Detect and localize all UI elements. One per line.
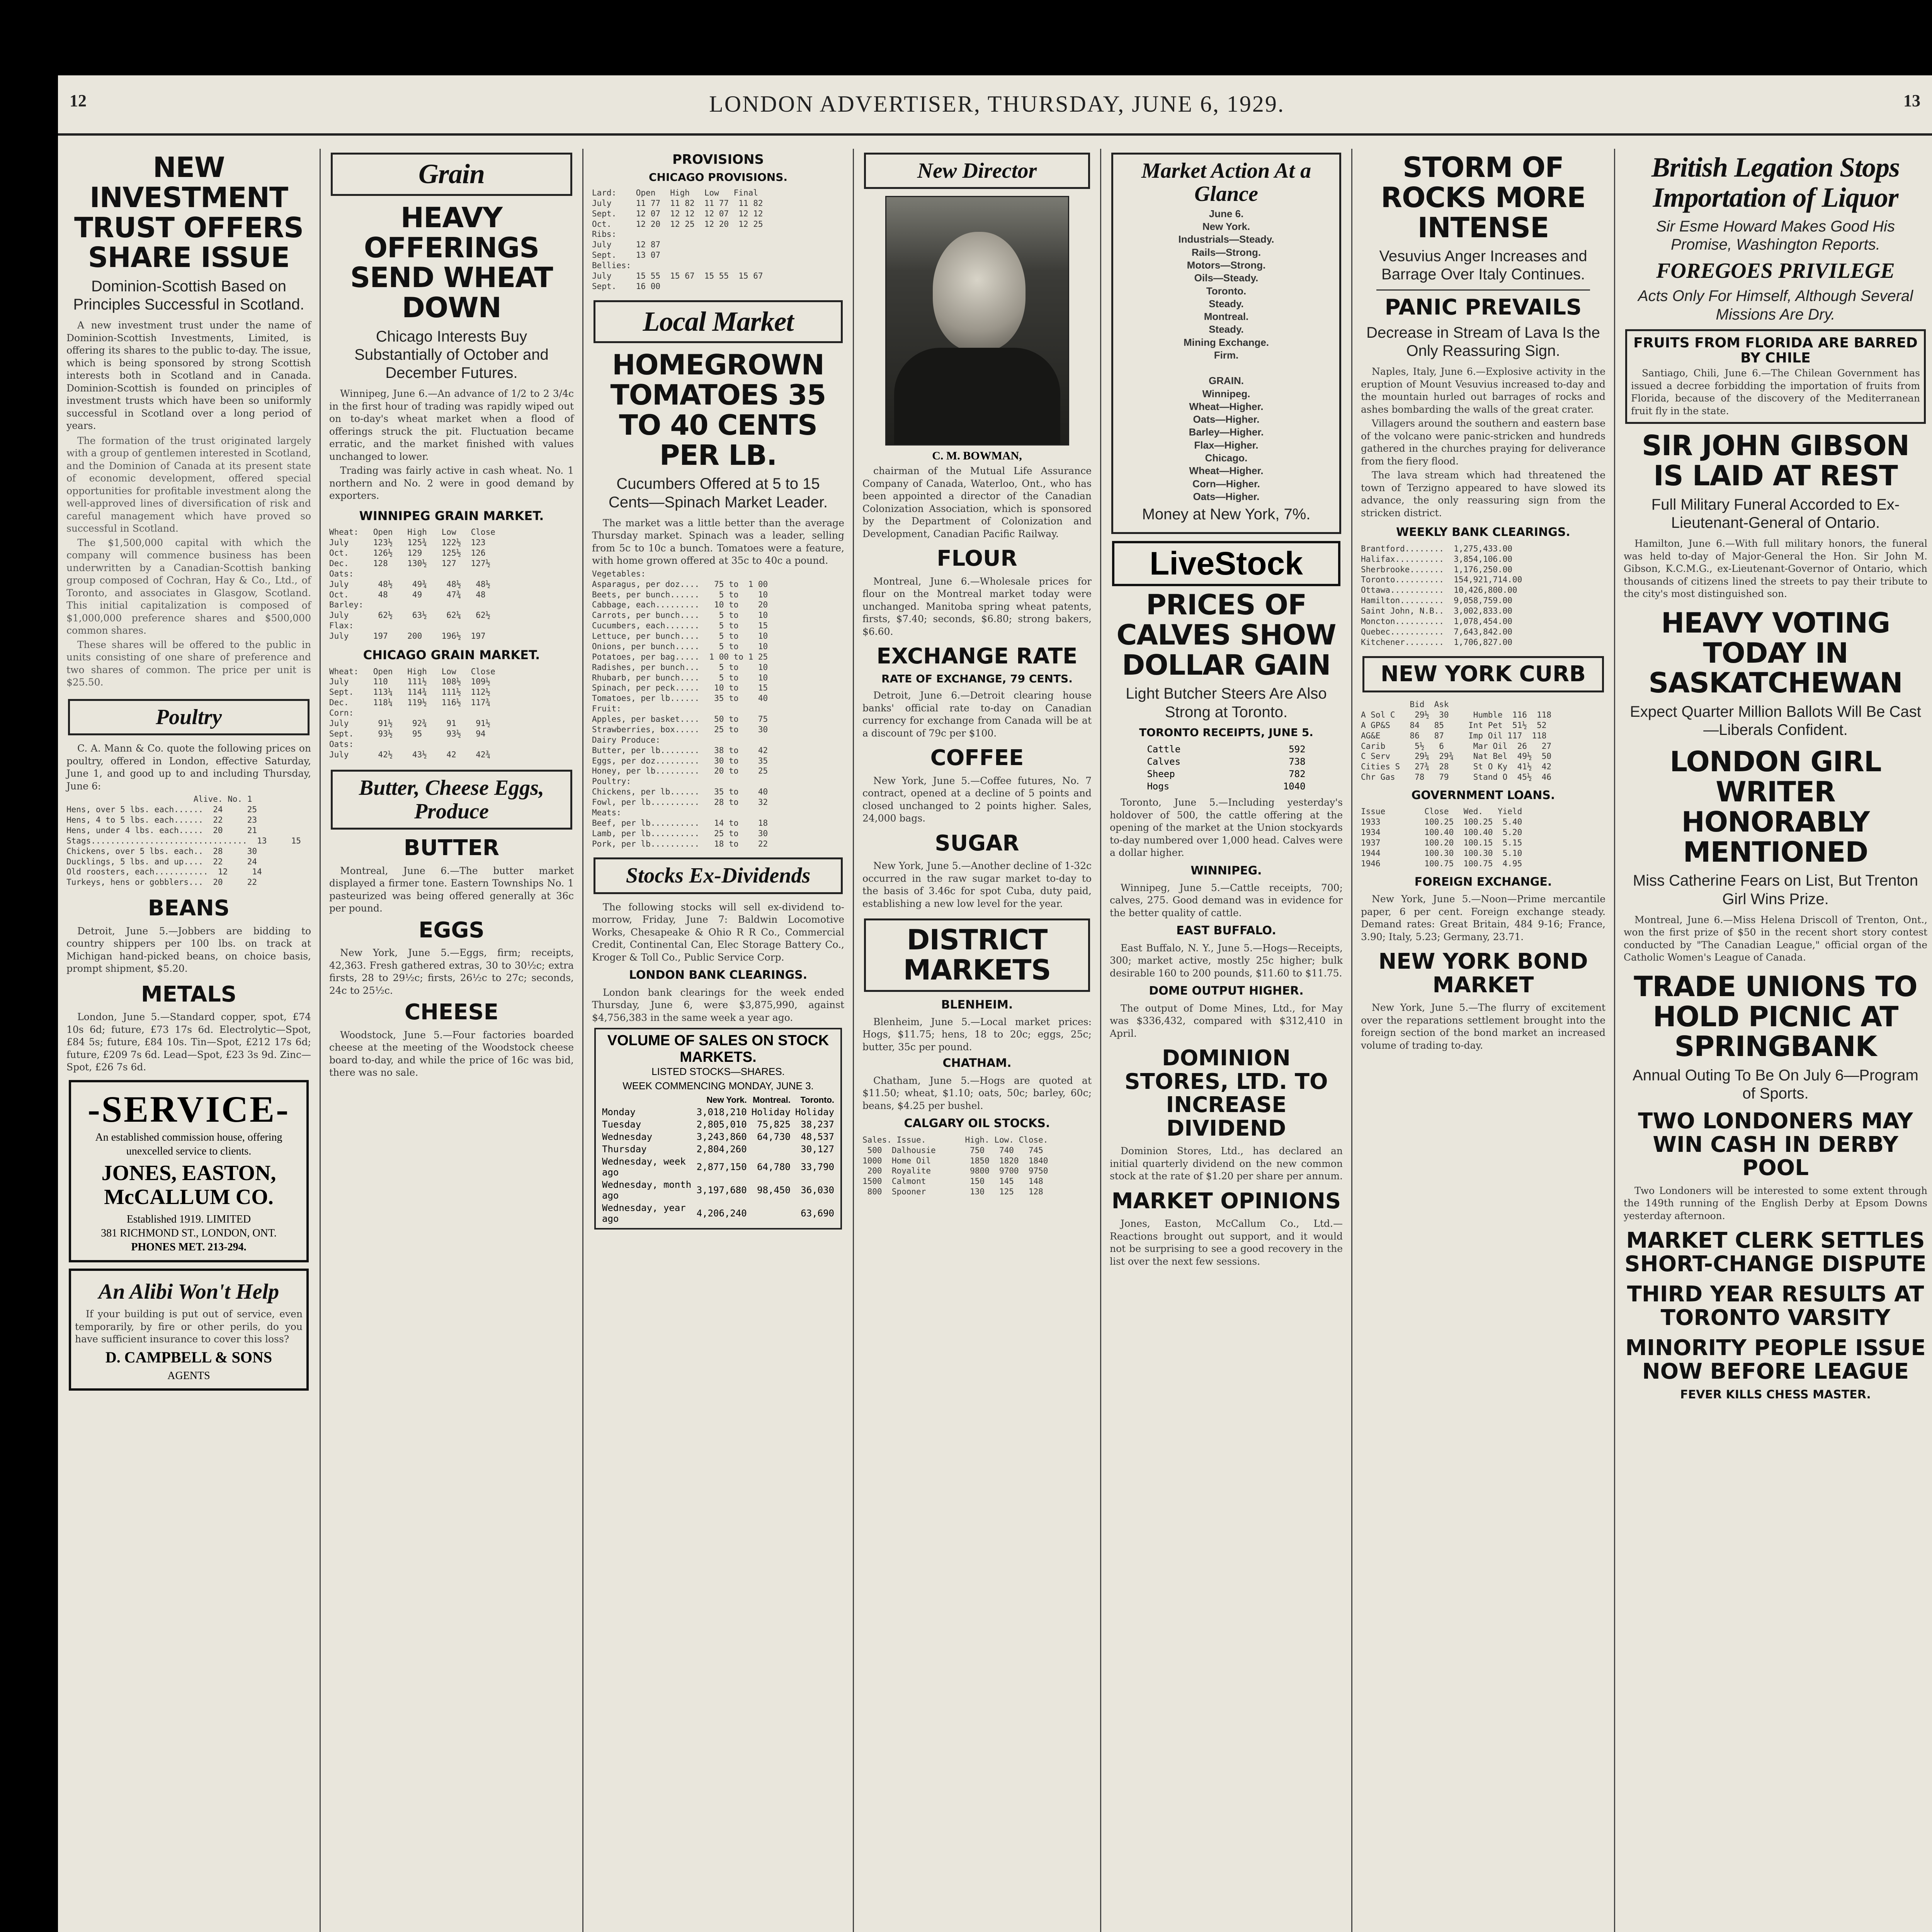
volume-cell: 30,127 (801, 1144, 834, 1155)
government-loans-headline: GOVERNMENT LOANS. (1411, 789, 1555, 803)
column-2 (321, 149, 583, 1932)
volume-cell: 2,805,010 (696, 1119, 747, 1130)
beans-body: Detroit, June 5.—Jobbers are bidding to country shippers per 100 lbs. on track at Michigan hand-picked beans, on choice basis, prompt shipment, $5.20. (66, 925, 311, 975)
calgary-oil-headline: CALGARY OIL STOCKS. (904, 1117, 1050, 1131)
column-5 (1101, 149, 1352, 1932)
unions-deck: Annual Outing To Be On July 6—Program of Sports. (1633, 1067, 1918, 1102)
grain-body: Winnipeg, June 6.—An advance of 1/2 to 2 3/4c in the first hour of trading was rapidly wiped out on to-day's wheat market when a flood of offerings struck the pit. Fluctuation became erratic, and the market finished with values unchanged to lower. Trading was fairly active in cash wheat. No. 1 northern and No. 2 were in good demand by exporters. (329, 388, 574, 502)
column-7 (1615, 149, 1932, 1932)
alibi-body: If your building is put out of service, even temporarily, by fire or other perils, do you have sufficient insurance to cover this loss? (75, 1308, 303, 1345)
metals-body: London, June 5.—Standard copper, spot, £74 10s 6d; future, £73 17s 6d. Electrolytic—Spot, £84 5s; future, £84 10s. Tin—Spot, £212 17s 6d; future, £209 7s 6d. Lead—Spot, £23 3s 9d. Zinc—Spot, £26 7s 6d. (66, 1011, 311, 1073)
grain-deck: Chicago Interests Buy Substantially of October and December Futures. (354, 328, 549, 382)
receipt-value: 738 (1289, 756, 1306, 767)
minority-headline: MINORITY PEOPLE ISSUE NOW BEFORE LEAGUE (1625, 1335, 1926, 1384)
fruits-headline: FRUITS FROM FLORIDA ARE BARRED BY CHILE (1633, 335, 1918, 366)
volume-cell: 38,237 (801, 1119, 834, 1130)
volume-cell (749, 1143, 793, 1155)
volume-cell: 63,690 (801, 1208, 834, 1219)
winnipeg-grain-table: Wheat: Open High Low Close July 123½ 125¾ 122½ 123 Oct. 126½ 129 125½ 126 Dec. 128 130½ 127 127½ Oats: July 48½ 49¾ 48½ 48½ Oct. 48 49 47¾ 48 Barley: July 62½ 63½ 62¼ 62½ Flax: July 197 200 196½ 197 (329, 527, 495, 641)
column-6 (1352, 149, 1615, 1932)
volume-cell: 33,790 (801, 1162, 834, 1173)
calves-headline: PRICES OF CALVES SHOW DOLLAR GAIN (1116, 588, 1336, 681)
provisions-table: Lard: Open High Low Final July 11 77 11 82 11 77 11 82 Sept. 12 07 12 12 12 07 12 12 Oct. 12 20 12 25 12 20 12 25 Ribs: July 12 87 Sept. 13 07 Bellies: July 15 55 15 67 15 55 15 67 Sept. 16 00 (592, 188, 763, 291)
writer-headline: LONDON GIRL WRITER HONORABLY MENTIONED (1670, 745, 1881, 868)
campbell-ad (69, 1269, 309, 1391)
provisions-headline: PROVISIONS (672, 152, 764, 167)
table-row (1145, 743, 1308, 755)
varsity-headline: THIRD YEAR RESULTS AT TORONTO VARSITY (1627, 1282, 1924, 1330)
unions-headline: TRADE UNIONS TO HOLD PICNIC AT SPRINGBANK (1634, 970, 1917, 1063)
volume-cell: 64,730 (757, 1131, 791, 1143)
table-row (600, 1106, 837, 1118)
volume-col-header: New York. (706, 1095, 747, 1105)
tomato-deck: Cucumbers Offered at 5 to 15 Cents—Spinach Market Leader. (609, 475, 828, 511)
butter-label: Butter, Cheese Eggs, Produce (359, 776, 544, 823)
local-market-label: Local Market (643, 306, 794, 337)
fruits-body: Santiago, Chili, June 6.—The Chilean Government has issued a decree forbidding the importation of fruits from Florida, because of the discovery of the Mediterranean fruit fly in the state. (1631, 367, 1920, 417)
director-caption (862, 465, 1092, 540)
table-row (600, 1179, 837, 1202)
volume-cell: 98,450 (757, 1185, 791, 1196)
chatham-body: Chatham, June 5.—Hogs are quoted at $11.50; wheat, $1.10; oats, 50c; barley, 60c; beans, $4.25 per bushel. (862, 1075, 1092, 1111)
stocks-ex-dividends-body: The following stocks will sell ex-dividend to-morrow, Friday, June 7: Baldwin Locomotive Works, Chesapeake & Ohio R R Co., Commercial Credit, Continental Can, Elec Storage Battery Co., Kroger & Toll Co., Public Service Corp. (592, 901, 844, 963)
masthead-title: LONDON ADVERTISER, THURSDAY, JUNE 6, 1929. (709, 91, 1285, 117)
rocks-text: Naples, Italy, June 6.—Explosive activity in the eruption of Mount Vesuvius increased to-day and the mountain hurled out barrages of rocks and ashes bombarding the walls of the great crater. (1361, 366, 1605, 415)
portrait-suit (894, 348, 1060, 444)
flour-body: Montreal, June 6.—Wholesale prices for flour on the Montreal market today were unchanged. Manitoba spring wheat patents, firsts, $7.40; seconds, $6.80; strong bakers, $6.60. (862, 575, 1092, 637)
volume-cell: Wednesday, month ago (602, 1179, 692, 1201)
dominion-stores-body: Dominion Stores, Ltd., has declared an initial quarterly dividend on the new common stock at the rate of $1.20 per share per annum. (1110, 1145, 1343, 1182)
winnipeg-livestock-body: Winnipeg, June 5.—Cattle receipts, 700; calves, 275. Good demand was in evidence for the better quality of cattle. (1110, 882, 1343, 918)
stocks-ex-dividends-label: Stocks Ex-Dividends (626, 864, 811, 888)
weekly-clearings-headline: WEEKLY BANK CLEARINGS. (1396, 526, 1570, 539)
newspaper-page (58, 75, 1932, 1932)
volume-cell: Holiday (751, 1107, 791, 1118)
sugar-headline: SUGAR (935, 830, 1019, 856)
page-number-left: 12 (70, 91, 87, 110)
table-row (600, 1155, 837, 1179)
table-row (1145, 755, 1308, 768)
volume-cell: Wednesday, week ago (602, 1156, 686, 1178)
campbell-name: D. CAMPBELL & SONS (105, 1348, 272, 1366)
ad-service-title: -SERVICE- (87, 1088, 290, 1130)
eggs-headline: EGGS (418, 917, 485, 943)
gibson-headline: SIR JOHN GIBSON IS LAID AT REST (1642, 429, 1909, 492)
metals-headline: METALS (141, 981, 237, 1007)
ad-firm-name: JONES, EASTON, McCALLUM CO. (101, 1161, 276, 1209)
writer-body: Montreal, June 6.—Miss Helena Driscoll of Trenton, Ont., won the first prize of $50 in the recent short story contest conducted by "The Canadian League," official organ of the Catholic Women's League of Canada. (1624, 914, 1927, 963)
director-portrait (885, 196, 1069, 446)
grain-banner (331, 153, 572, 196)
dominion-stores-headline: DOMINION STORES, LTD. TO INCREASE DIVIDEND (1124, 1046, 1328, 1141)
market-opinions-body: Jones, Easton, McCallum Co., Ltd.—Reactions brought out support, and it would not be surprising to see a good recovery in the list over the next few sessions. (1110, 1218, 1343, 1267)
jones-easton-ad (69, 1080, 309, 1262)
volume-cell: 3,018,210 (696, 1107, 747, 1118)
investment-trust-filler: The formation of the trust originated largely with a group of gentlemen interested in Scotland, and the Dominion of Canada at its present state of economic development, offered special opportunities for profitable investment along the well-approved lines of diversification of risk and careful management which have proved so successful in Scotland. The $1,500,000 capital with which the company will commence business has been underwritten by a Canadian-Scottish banking group composed of Cochran, Hay & Co., Ltd., of Toronto, and associates in Glasgow, Scotland. This initial capitalization is composed of $1,000,000 preference shares and $500,000 common shares. These shares will be offered to the public in units consisting of one share of preference and two shares of common. The price per unit is $25.50. (66, 435, 311, 688)
cheese-headline: CHEESE (404, 1000, 499, 1025)
butter-body (329, 865, 574, 915)
calves-body: Toronto, June 5.—Including yesterday's holdover of 500, the cattle offering at the opening of the market at the Union stockyards to-day numbered over 1,000 head. Calves were a dollar higher. (1110, 797, 1343, 859)
buffalo-body: East Buffalo, N. Y., June 5.—Hogs—Receipts, 300; market active, mostly 25c higher; bulk desirable 160 to 200 pounds, $11.60 to $11.75. (1110, 942, 1343, 979)
director-caption-text: chairman of the Mutual Life Assurance Company of Canada, Waterloo, Ont., who has been appointed a director of the Canadian Colonization Association, which is sponsored by the Department of Colonization and Development, Canadian Pacific Railway. (862, 465, 1092, 539)
receipt-label: Sheep (1147, 769, 1175, 780)
butter-text: Montreal, June 6.—The butter market displayed a firmer tone. Eastern Townships No. 1 pasteurized was being offered generally at 36c per pound. (329, 865, 574, 914)
grain-label: Grain (418, 158, 485, 189)
poultry-body (66, 742, 311, 793)
ad-tagline: An established commission house, offering unexcelled service to clients. (95, 1131, 282, 1158)
table-row (1145, 780, 1308, 793)
eggs-body: New York, June 5.—Eggs, firm; receipts, 42,363. Fresh gathered extras, 30 to 30½c; extra firsts, 28 to 29½c; firsts, 26½c to 27c; seconds, 24c to 25½c. (329, 947, 574, 996)
butter-banner (331, 770, 572, 830)
chicago-grain-headline: CHICAGO GRAIN MARKET. (363, 647, 540, 662)
district-markets-headline: DISTRICT MARKETS (903, 923, 1051, 986)
flour-headline: FLOUR (937, 546, 1017, 571)
calgary-oil-table: Sales. Issue. High. Low. Close. 500 Dalhousie 750 740 745 1000 Home Oil 1850 1820 1840 200 Royalite 9800 9700 9750 1500 Calmont 150 145 148 800 Spooner 130 125 128 (862, 1135, 1048, 1197)
derby-headline: TWO LONDONERS MAY WIN CASH IN DERBY POOL (1638, 1109, 1913, 1181)
volume-cell: 75,825 (757, 1119, 791, 1130)
tomato-body (592, 517, 844, 567)
table-row (600, 1202, 837, 1225)
investment-trust-body (66, 319, 311, 432)
page-number-right: 13 (1903, 91, 1920, 110)
coffee-body: New York, June 5.—Coffee futures, No. 7 contract, opened at a decline of 5 points and closed unchanged to 2 points higher. Sales, 24,000 bags. (862, 775, 1092, 824)
livestock-banner: LiveStock (1112, 541, 1340, 586)
receipt-label: Calves (1147, 756, 1181, 767)
volume-cell: 64,780 (757, 1162, 791, 1173)
bank-clearings-body: London bank clearings for the week ended Thursday, June 6, were $3,875,990, against $4,756,383 in the same week a year ago. (592, 986, 844, 1023)
coffee-headline: COFFEE (930, 745, 1024, 771)
weekly-clearings-table: Brantford........ 1,275,433.00 Halifax.......... 3,854,106.00 Sherbrooke....... 1,176,250.00 Toronto.......... 154,921,714.00 Ottawa........... 10,426,800.00 Hamilton......... 9,058,759.00 Saint John, N.B.. 3,002,833.00 Moncton.......... 1,078,454.00 Quebec........... 7,643,842.00 Kitchener........ 1,706,827.00 (1361, 544, 1522, 647)
cheese-body: Woodstock, June 5.—Four factories boarded cheese at the meeting of the Woodstock cheese board to-day, and while the price of 16c was bid, there was no sale. (329, 1029, 574, 1078)
panic-deck: Decrease in Stream of Lava Is the Only Reassuring Sign. (1366, 324, 1600, 360)
campbell-agents: AGENTS (167, 1369, 210, 1382)
foreign-exchange-body: New York, June 5.—Noon—Prime mercantile paper, 6 per cent. Foreign exchange steady. Demand rates: Great Britain, 484 9-16; France, 3.90; Italy, 5.23; Germany, 23.71. (1361, 893, 1605, 942)
saskatchewan-headline: HEAVY VOTING TODAY IN SASKATCHEWAN (1648, 606, 1903, 699)
legation-headline: British Legation Stops Importation of Liquor (1651, 152, 1900, 213)
poultry-banner (68, 699, 310, 735)
masthead (58, 75, 1932, 136)
dome-output-body: The output of Dome Mines, Ltd., for May was $336,432, compared with $312,410 in April. (1110, 1002, 1343, 1039)
investment-trust-text: A new investment trust under the name of Dominion-Scottish Investments, Limited, is offering its shares to the public to-day. The issue, which is being sponsored by strong Scottish interests both in Scotland and in Canada. Dominion-Scottish is founded on principles of investment trusts which have been so uniformly successful in Scotland over a long period of years. (66, 320, 311, 432)
market-opinions-headline: MARKET OPINIONS (1111, 1188, 1341, 1214)
volume-cell: 3,197,680 (696, 1185, 747, 1196)
ny-curb-headline: NEW YORK CURB (1381, 661, 1586, 687)
local-market-banner (594, 300, 843, 344)
calves-deck: Light Butcher Steers Are Also Strong at Toronto. (1126, 685, 1327, 721)
receipt-label: Cattle (1147, 744, 1181, 755)
blenheim-headline: BLENHEIM. (941, 998, 1013, 1012)
chatham-headline: CHATHAM. (942, 1056, 1012, 1070)
investment-trust-article (66, 153, 311, 689)
money-rate: Money at New York, 7%. (1142, 506, 1311, 523)
investment-trust-headline: NEW INVESTMENT TRUST OFFERS SHARE ISSUE (74, 151, 304, 274)
new-director-banner (864, 153, 1090, 189)
gibson-body: Hamilton, June 6.—With full military honors, the funeral was held to-day of Major-General the Hon. Sir John M. Gibson, K.C.M.G., ex-Lieutenant-Governor of Ontario, which thousands of citizens lined the streets to pay their tribute to the city's most distinguished son. (1624, 538, 1927, 600)
privilege-headline: FOREGOES PRIVILEGE (1656, 259, 1895, 283)
table-row (600, 1143, 837, 1155)
volume-col-header (600, 1094, 694, 1106)
director-name: C. M. BOWMAN, (932, 449, 1022, 463)
local-market-prices: Vegetables: Asparagus, per doz.... 75 to 1 00 Beets, per bunch...... 5 to 10 Cabbage, each......... 10 to 20 Carrots, per bunch.... 5 to 10 Cucumbers, each....... 5 to 15 Lettuce, per bunch.... 5 to 10 Onions, per bunch..... 5 to 10 Potatoes, per bag..... 1 00 to 1 25 Radishes, per bunch... 5 to 10 Rhubarb, per bunch.... 5 to 10 Spinach, per peck..... 10 to 15 Tomatoes, per lb...... 35 to 40 Fruit: Apples, per basket.... 50 to 75 Strawberries, box..... 25 to 30 Dairy Produce: Butter, per lb........ 38 to 42 Eggs, per doz......... 30 to 35 Honey, per lb......... 20 to 25 Poultry: Chickens, per lb...... 35 to 40 Fowl, per lb.......... 28 to 32 Meats: Beef, per lb.......... 14 to 18 Lamb, per lb.......... 25 to 30 Pork, per lb.......... 18 to 22 (592, 569, 768, 849)
derby-body: Two Londoners will be interested to some extent through the 149th running of the English Derby at Epsom Downs yesterday afternoon. (1624, 1185, 1927, 1221)
ny-curb-table: Bid Ask A Sol C 29½ 30 Humble 116 118 A GP&S 84 85 Int Pet 51½ 52 AG&E 86 87 Imp Oil 117 118 Carib 5½ 6 Mar Oil 26 27 C Serv 29¼ 29¾ Nat Bel 49½ 50 Cities S 27¾ 28 St O Ky 41½ 42 Chr Gas 78 79 Stand O 45½ 46 (1361, 700, 1552, 782)
investment-trust-deck: Dominion-Scottish Based on Principles Successful in Scotland. (73, 278, 304, 313)
volume-cell: 2,804,260 (696, 1144, 747, 1155)
table-row (1145, 768, 1308, 780)
volume-subtitle: LISTED STOCKS—SHARES. (651, 1066, 785, 1078)
volume-subtitle-week: WEEK COMMENCING MONDAY, JUNE 3. (622, 1080, 814, 1092)
legation-deck: Sir Esme Howard Makes Good His Promise, Washington Reports. (1656, 218, 1895, 253)
ad-address: 381 RICHMOND ST., LONDON, ONT. (101, 1227, 277, 1240)
ny-curb-banner (1362, 656, 1604, 692)
beans-headline: BEANS (148, 896, 230, 921)
chess-headline: FEVER KILLS CHESS MASTER. (1680, 1388, 1871, 1402)
volume-cell: Holiday (795, 1107, 834, 1118)
receipts-table (1145, 743, 1308, 793)
receipt-value: 1040 (1283, 781, 1306, 792)
volume-of-sales-box (594, 1028, 842, 1230)
district-markets-banner (864, 918, 1090, 992)
volume-cell: 48,537 (801, 1131, 834, 1143)
table-row (600, 1131, 837, 1143)
table-row (600, 1118, 837, 1131)
rocks-body: Naples, Italy, June 6.—Explosive activity in the eruption of Mount Vesuvius increased to-day and the mountain hurled out barrages of rocks and ashes bombarding the walls of the great crater. Villagers around the southern and eastern base of the volcano were panic-stricken and hundreds gathered in the churches praying for deliverance from the fiery flood. The lava stream which had threatened the town of Terzigno appeared to have slowed its advance, the only reassuring sign from the stricken district. (1361, 366, 1605, 519)
volume-cell: 2,877,150 (696, 1162, 747, 1173)
column-4 (854, 149, 1101, 1932)
volume-col-header: Montreal. (753, 1095, 791, 1105)
volume-cell: Monday (602, 1107, 636, 1118)
bank-clearings-headline: LONDON BANK CLEARINGS. (629, 968, 808, 982)
volume-cell: 36,030 (801, 1185, 834, 1196)
panic-headline: PANIC PREVAILS (1384, 294, 1582, 320)
new-director-label: New Director (917, 159, 1037, 183)
volume-table (600, 1094, 837, 1225)
volume-title: VOLUME OF SALES ON STOCK MARKETS. (607, 1032, 829, 1066)
grain-text: Winnipeg, June 6.—An advance of 1/2 to 2 3/4c in the first hour of trading was rapidly wiped out on to-day's wheat market when a flood of offerings struck the pit. Fluctuation became erratic, and the market finished with values unchanged to lower. (329, 388, 574, 462)
receipt-value: 592 (1289, 744, 1306, 755)
poultry-price-list: Alive. No. 1 Hens, over 5 lbs. each...... 24 25 Hens, 4 to 5 lbs. each...... 22 23 Hens, under 4 lbs. each..... 20 21 Stags................................ 13 15 Chickens, over 5 lbs. each.. 28 30 Ducklings, 5 lbs. and up.... 22 24 Old roosters, each........... 12 14 Turkeys, hens or gobblers... 20 22 (66, 794, 301, 887)
bond-market-body: New York, June 5.—The flurry of excitement over the reparations settlement brought into the foreign section of the bond market an increased volume of trading to-day. (1361, 1002, 1605, 1051)
gibson-deck: Full Military Funeral Accorded to Ex-Lieutenant-General of Ontario. (1651, 496, 1900, 532)
stocks-ex-dividends-banner (594, 857, 843, 894)
column-1 (58, 149, 321, 1932)
column-3 (583, 149, 854, 1932)
market-glance-body: June 6. New York. Industrials—Steady. Rails—Strong. Motors—Strong. Oils—Steady. Toronto. Steady. Montreal. Steady. Mining Exchange. Firm. GRAIN. Winnipeg. Wheat—Higher. Oats—Higher. Barley—Higher. Flax—Higher. Chicago. Wheat—Higher. Corn—Higher. Oats—Higher. (1178, 207, 1274, 502)
volume-cell: 3,243,860 (696, 1131, 747, 1143)
volume-col-header: Toronto. (800, 1095, 834, 1105)
foreign-exchange-headline: FOREIGN EXCHANGE. (1414, 875, 1552, 889)
provisions-subhead: CHICAGO PROVISIONS. (649, 170, 787, 184)
portrait-face (933, 232, 1026, 352)
exchange-headline: EXCHANGE RATE (876, 644, 1078, 669)
receipt-value: 782 (1289, 769, 1306, 780)
alibi-headline: An Alibi Won't Help (98, 1279, 279, 1304)
receipt-label: Hogs (1147, 781, 1170, 792)
winnipeg-grain-headline: WINNIPEG GRAIN MARKET. (359, 508, 544, 523)
poultry-text: C. A. Mann & Co. quote the following prices on poultry, offered in London, effective Saturday, June 1, and good up to and including Thursday, June 6: (66, 743, 311, 792)
receipts-headline: TORONTO RECEIPTS, JUNE 5. (1139, 726, 1313, 739)
saskatchewan-deck: Expect Quarter Million Ballots Will Be Cast—Liberals Confident. (1630, 703, 1921, 739)
rule (1376, 289, 1590, 291)
poultry-headline: Poultry (155, 705, 222, 729)
writer-deck: Miss Catherine Fears on List, But Trenton Girl Wins Prize. (1633, 872, 1918, 908)
exchange-subhead: RATE OF EXCHANGE, 79 CENTS. (881, 672, 1073, 685)
volume-cell: Thursday (602, 1144, 647, 1155)
tomato-text: The market was a little better than the average Thursday market. Spinach was a leader, selling from 5c to 10c a bunch. Tomatoes were a feature, with home grown offered at 35c to 40c a pound. (592, 517, 844, 566)
ad-phone: PHONES MET. 213-294. (131, 1241, 247, 1253)
chicago-grain-table: Wheat: Open High Low Close July 110 111½ 108½ 109½ Sept. 113¼ 114¾ 111½ 112½ Dec. 118¼ 119½ 116½ 117¾ Corn: July 91½ 92¾ 91 91½ Sept. 93½ 95 93½ 94 Oats: July 42½ 43½ 42 42¾ (329, 667, 495, 759)
bond-market-headline: NEW YORK BOND MARKET (1378, 949, 1588, 998)
rocks-deck: Vesuvius Anger Increases and Barrage Over Italy Continues. (1379, 248, 1587, 283)
blenheim-body: Blenheim, June 5.—Local market prices: Hogs, $11.75; hens, 18 to 20c; eggs, 25c; butter, 35c per pound. (862, 1016, 1092, 1053)
privilege-deck: Acts Only For Himself, Although Several Missions Are Dry. (1638, 287, 1913, 323)
ad-established: Established 1919. LIMITED (126, 1213, 251, 1225)
fruits-box (1625, 329, 1926, 424)
clerk-headline: MARKET CLERK SETTLES SHORT-CHANGE DISPUTE (1624, 1228, 1927, 1277)
volume-cell (749, 1202, 793, 1225)
buffalo-headline: EAST BUFFALO. (1176, 924, 1276, 938)
government-loans-table: Issue Close Wed. Yield 1933 100.25 100.25 5.40 1934 100.40 100.40 5.20 1937 100.20 100.15 5.15 1944 100.30 100.30 5.10 1946 100.75 100.75 4.95 (1361, 807, 1522, 868)
butter-headline: BUTTER (403, 835, 500, 861)
volume-cell: 4,206,240 (696, 1208, 747, 1219)
exchange-body: Detroit, June 6.—Detroit clearing house banks' official rate to-day on Canadian currency for exchange from Canada will be at a discount of 79c per $100. (862, 690, 1092, 739)
rocks-headline: STORM OF ROCKS MORE INTENSE (1381, 151, 1586, 244)
dome-output-headline: DOME OUTPUT HIGHER. (1149, 984, 1304, 998)
winnipeg-livestock-headline: WINNIPEG. (1190, 864, 1262, 878)
sugar-body: New York, June 5.—Another decline of 1-32c occurred in the raw sugar market to-day to the basis of 3.46c for spot Cuba, duty paid, establishing a new low level for the year. (862, 860, 1092, 909)
tomato-headline: HOMEGROWN TOMATOES 35 TO 40 CENTS PER LB. (610, 349, 826, 471)
volume-cell: Wednesday, year ago (602, 1202, 686, 1225)
market-glance-headline: Market Action At a Glance (1141, 159, 1311, 206)
volume-cell: Tuesday (602, 1119, 641, 1130)
volume-cell: Wednesday (602, 1131, 653, 1143)
market-glance-box (1111, 153, 1341, 534)
grain-headline: HEAVY OFFERINGS SEND WHEAT DOWN (350, 201, 553, 324)
